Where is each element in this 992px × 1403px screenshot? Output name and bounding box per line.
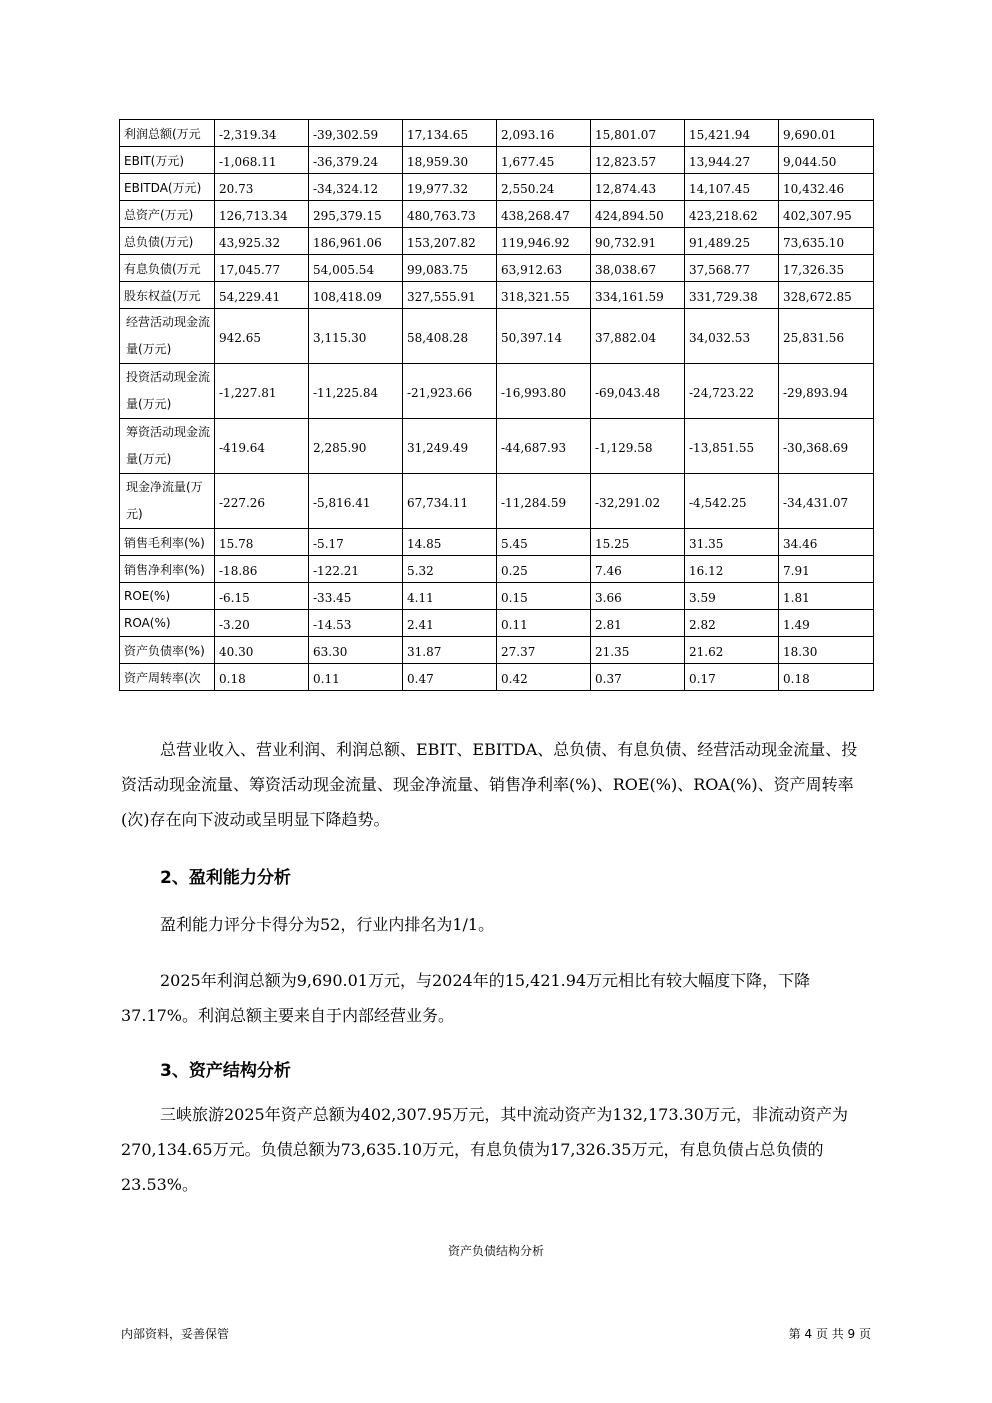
table-cell: -227.26 — [215, 474, 309, 529]
table-cell: -122.21 — [309, 556, 403, 583]
table-cell: 90,732.91 — [591, 228, 685, 255]
table-cell: 423,218.62 — [685, 201, 779, 228]
table-cell: 21.62 — [685, 637, 779, 664]
table-cell: 480,763.73 — [403, 201, 497, 228]
table-cell: -1,068.11 — [215, 147, 309, 174]
table-row — [120, 583, 874, 610]
table-cell: 10,432.46 — [779, 174, 874, 201]
table-row — [120, 282, 874, 309]
table-cell: 1,677.45 — [497, 147, 591, 174]
row-label: 股东权益(万元 — [120, 282, 215, 309]
table-cell: 63,912.63 — [497, 255, 591, 282]
table-cell: 15.25 — [591, 529, 685, 556]
table-row — [120, 201, 874, 228]
table-cell: 43,925.32 — [215, 228, 309, 255]
table-cell: 438,268.47 — [497, 201, 591, 228]
table-cell: 2.41 — [403, 610, 497, 637]
table-cell: 21.35 — [591, 637, 685, 664]
table-cell: 328,672.85 — [779, 282, 874, 309]
table-row — [120, 174, 874, 201]
financial-table-body — [120, 120, 874, 691]
table-cell: 327,555.91 — [403, 282, 497, 309]
row-label: 总负债(万元) — [120, 228, 215, 255]
row-label: 筹资活动现金流量(万元) — [120, 419, 215, 474]
profit-paragraph: 2025年利润总额为9,690.01万元，与2024年的15,421.94万元相比有较大幅度下降，下降37.17%。利润总额主要来自于内部经营业务。 — [121, 971, 811, 1025]
table-cell: -1,129.58 — [591, 419, 685, 474]
table-cell: 0.18 — [215, 664, 309, 691]
table-row — [120, 637, 874, 664]
table-cell: 108,418.09 — [309, 282, 403, 309]
table-cell: -2,319.34 — [215, 120, 309, 147]
table-cell: -18.86 — [215, 556, 309, 583]
row-label: EBITDA(万元) — [120, 174, 215, 201]
table-cell: -39,302.59 — [309, 120, 403, 147]
row-label: ROA(%) — [120, 610, 215, 637]
table-cell: -34,324.12 — [309, 174, 403, 201]
row-label: 销售净利率(%) — [120, 556, 215, 583]
table-cell: -14.53 — [309, 610, 403, 637]
table-cell: 18.30 — [779, 637, 874, 664]
table-row — [120, 255, 874, 282]
table-cell: -24,723.22 — [685, 364, 779, 419]
table-row — [120, 419, 874, 474]
table-row — [120, 529, 874, 556]
row-label: 投资活动现金流量(万元) — [120, 364, 215, 419]
table-cell: 5.45 — [497, 529, 591, 556]
table-cell: 31.35 — [685, 529, 779, 556]
table-cell: 2,550.24 — [497, 174, 591, 201]
table-cell: 13,944.27 — [685, 147, 779, 174]
table-cell: -29,893.94 — [779, 364, 874, 419]
table-cell: 34,032.53 — [685, 309, 779, 364]
table-cell: 2.82 — [685, 610, 779, 637]
table-cell: 2,093.16 — [497, 120, 591, 147]
table-cell: 20.73 — [215, 174, 309, 201]
asset-structure-paragraph: 三峡旅游2025年资产总额为402,307.95万元，其中流动资产为132,173.30万元，非流动资产为270,134.65万元。负债总额为73,635.10万元，有息负债为17,326.35万元，有息负债占总负债的23.53%。 — [121, 1105, 848, 1194]
table-cell: 37,882.04 — [591, 309, 685, 364]
table-cell: 31,249.49 — [403, 419, 497, 474]
table-cell: 3.59 — [685, 583, 779, 610]
row-label: 总资产(万元) — [120, 201, 215, 228]
table-cell: 126,713.34 — [215, 201, 309, 228]
table-cell: -33.45 — [309, 583, 403, 610]
table-cell: -44,687.93 — [497, 419, 591, 474]
row-label: ROE(%) — [120, 583, 215, 610]
table-cell: 7.46 — [591, 556, 685, 583]
table-cell: -3.20 — [215, 610, 309, 637]
table-row — [120, 664, 874, 691]
table-cell: -13,851.55 — [685, 419, 779, 474]
table-cell: 2.81 — [591, 610, 685, 637]
table-cell: 153,207.82 — [403, 228, 497, 255]
table-cell: 5.32 — [403, 556, 497, 583]
table-cell: 34.46 — [779, 529, 874, 556]
table-cell: -5,816.41 — [309, 474, 403, 529]
row-label: 现金净流量(万元) — [120, 474, 215, 529]
table-cell: 38,038.67 — [591, 255, 685, 282]
table-cell: -6.15 — [215, 583, 309, 610]
table-cell: 63.30 — [309, 637, 403, 664]
table-cell: -4,542.25 — [685, 474, 779, 529]
section-heading-asset-structure: 3、资产结构分析 — [160, 1061, 291, 1081]
table-cell: 295,379.15 — [309, 201, 403, 228]
table-cell: -16,993.80 — [497, 364, 591, 419]
table-cell: 17,134.65 — [403, 120, 497, 147]
table-cell: -34,431.07 — [779, 474, 874, 529]
table-cell: 12,823.57 — [591, 147, 685, 174]
table-cell: -36,379.24 — [309, 147, 403, 174]
table-cell: 0.25 — [497, 556, 591, 583]
table-cell: 31.87 — [403, 637, 497, 664]
table-row — [120, 120, 874, 147]
table-row — [120, 309, 874, 364]
financial-table — [119, 119, 874, 691]
table-cell: -30,368.69 — [779, 419, 874, 474]
table-cell: 9,044.50 — [779, 147, 874, 174]
table-cell: 0.18 — [779, 664, 874, 691]
table-row — [120, 474, 874, 529]
table-cell: 119,946.92 — [497, 228, 591, 255]
table-cell: 19,977.32 — [403, 174, 497, 201]
row-label: 经营活动现金流量(万元) — [120, 309, 215, 364]
table-cell: 186,961.06 — [309, 228, 403, 255]
table-cell: 4.11 — [403, 583, 497, 610]
table-cell: 14,107.45 — [685, 174, 779, 201]
table-cell: 50,397.14 — [497, 309, 591, 364]
table-cell: 17,326.35 — [779, 255, 874, 282]
table-row — [120, 228, 874, 255]
footer-page-number: 第 4 页 共 9 页 — [788, 1327, 871, 1341]
table-row — [120, 147, 874, 174]
table-cell: 424,894.50 — [591, 201, 685, 228]
table-cell: 27.37 — [497, 637, 591, 664]
table-row — [120, 364, 874, 419]
table-cell: -69,043.48 — [591, 364, 685, 419]
table-cell: 0.17 — [685, 664, 779, 691]
table-cell: 942.65 — [215, 309, 309, 364]
table-cell: 331,729.38 — [685, 282, 779, 309]
table-cell: 0.11 — [309, 664, 403, 691]
row-label: 销售毛利率(%) — [120, 529, 215, 556]
table-cell: -1,227.81 — [215, 364, 309, 419]
table-cell: 18,959.30 — [403, 147, 497, 174]
table-cell: 402,307.95 — [779, 201, 874, 228]
table-cell: 17,045.77 — [215, 255, 309, 282]
table-cell: 334,161.59 — [591, 282, 685, 309]
table-cell: 0.42 — [497, 664, 591, 691]
table-cell: 15,421.94 — [685, 120, 779, 147]
row-label: 有息负债(万元 — [120, 255, 215, 282]
table-cell: 40.30 — [215, 637, 309, 664]
row-label: EBIT(万元) — [120, 147, 215, 174]
chart-caption: 资产负债结构分析 — [447, 1244, 544, 1258]
table-cell: 2,285.90 — [309, 419, 403, 474]
table-cell: 58,408.28 — [403, 309, 497, 364]
row-label: 利润总额(万元 — [120, 120, 215, 147]
row-label: 资产负债率(%) — [120, 637, 215, 664]
table-cell: 14.85 — [403, 529, 497, 556]
table-row — [120, 556, 874, 583]
table-row — [120, 610, 874, 637]
summary-paragraph: 总营业收入、营业利润、利润总额、EBIT、EBITDA、总负债、有息负债、经营活动现金流量、投资活动现金流量、筹资活动现金流量、现金净流量、销售净利率(%)、ROE(%)、ROA(%)、资产周转率(次)存在向下波动或呈明显下降趋势。 — [121, 740, 858, 829]
profitability-score-paragraph: 盈利能力评分卡得分为52，行业内排名为1/1。 — [160, 915, 495, 934]
table-cell: 318,321.55 — [497, 282, 591, 309]
table-cell: 99,083.75 — [403, 255, 497, 282]
table-cell: 0.11 — [497, 610, 591, 637]
table-cell: 0.37 — [591, 664, 685, 691]
row-label: 资产周转率(次 — [120, 664, 215, 691]
table-cell: 12,874.43 — [591, 174, 685, 201]
footer-confidential-note: 内部资料，妥善保管 — [121, 1327, 230, 1341]
table-cell: 0.47 — [403, 664, 497, 691]
table-cell: -11,225.84 — [309, 364, 403, 419]
table-cell: 25,831.56 — [779, 309, 874, 364]
table-cell: 91,489.25 — [685, 228, 779, 255]
table-cell: 16.12 — [685, 556, 779, 583]
table-cell: -419.64 — [215, 419, 309, 474]
table-cell: -21,923.66 — [403, 364, 497, 419]
table-cell: 54,229.41 — [215, 282, 309, 309]
table-cell: 15.78 — [215, 529, 309, 556]
table-cell: 37,568.77 — [685, 255, 779, 282]
table-cell: 1.81 — [779, 583, 874, 610]
section-heading-profitability: 2、盈利能力分析 — [160, 868, 291, 888]
table-cell: 3.66 — [591, 583, 685, 610]
table-cell: -11,284.59 — [497, 474, 591, 529]
table-cell: 54,005.54 — [309, 255, 403, 282]
table-cell: 3,115.30 — [309, 309, 403, 364]
table-cell: -5.17 — [309, 529, 403, 556]
table-cell: 0.15 — [497, 583, 591, 610]
table-cell: -32,291.02 — [591, 474, 685, 529]
table-cell: 7.91 — [779, 556, 874, 583]
table-cell: 9,690.01 — [779, 120, 874, 147]
table-cell: 15,801.07 — [591, 120, 685, 147]
table-cell: 1.49 — [779, 610, 874, 637]
table-cell: 67,734.11 — [403, 474, 497, 529]
table-cell: 73,635.10 — [779, 228, 874, 255]
